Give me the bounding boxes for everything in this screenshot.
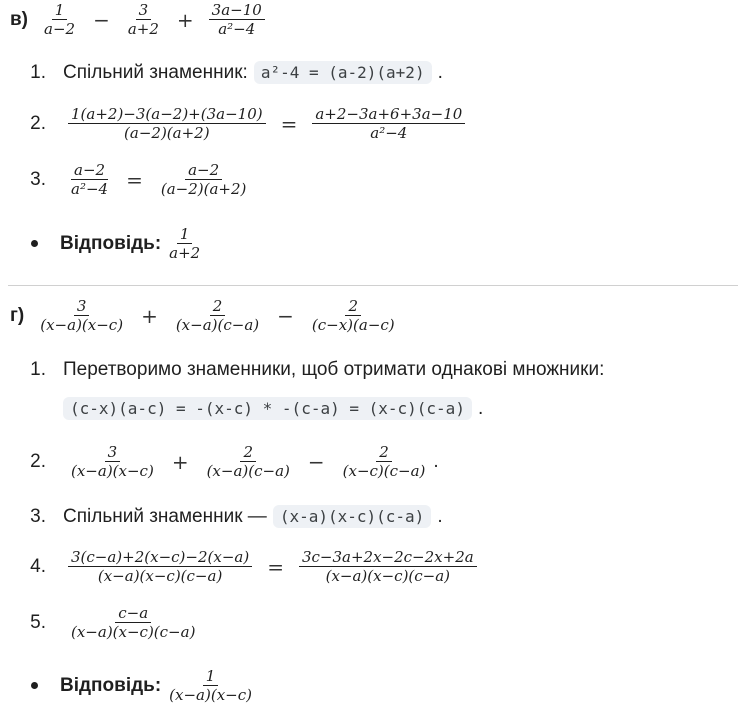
fraction: $\frac{a-2}{\text{a²−4}}$ [71, 161, 109, 198]
operator: − [277, 303, 294, 328]
problem-v-step-3 [24, 162, 254, 197]
fraction: $\frac{1(a+2)-3(a-2)+(3a-10)}{(a-2)(a+2)}$ [66, 106, 268, 141]
bullet-icon [30, 681, 40, 691]
answer-label: Відповідь: [60, 674, 162, 696]
fraction: $\frac{c-a}{(x-a)(x-c)(c-a)}$ [71, 604, 196, 641]
fraction: $\frac{3c-3a+2x-2c-2x+2a}{(x-a)(x-c)(c-a)}$ [297, 549, 479, 584]
step-text: Спільний знаменник: [63, 61, 248, 83]
problem-g-answer [30, 668, 260, 703]
bullet-icon [30, 239, 40, 249]
operator: + [176, 7, 194, 32]
fraction: $\frac{1}{a-2}$ [44, 1, 76, 38]
inline-code: (c-x)(a-c) = -(x-c) * -(c-a) = (x-c)(c-a) [63, 397, 472, 420]
equals-sign: = [267, 554, 284, 579]
fraction: $\frac{3}{a+2}$ [127, 1, 159, 38]
fraction: $\frac{2}{(c-x)(a-c)}$ [311, 297, 395, 334]
section-divider [8, 285, 738, 286]
step-number: 3. [30, 505, 46, 527]
fraction: $\frac{3a-10}{\text{a²−4}}$ [207, 2, 267, 37]
operator: + [171, 449, 189, 474]
problem-g-step-1 [24, 359, 604, 381]
fraction: $\frac{3}{(x-a)(x-c)}$ [71, 443, 154, 480]
problem-g-step-5 [24, 605, 203, 640]
problem-g-step-2: 2. $\frac{3}{(x-a)(x-c)}$ + $\frac{2}{(x-a)(c-a)}$ − $\frac{2}{(x-c)(c-a)}$ . [24, 444, 439, 479]
fraction: $\frac{2}{(x-a)(c-a)}$ [206, 443, 290, 480]
step-text: Перетворимо знаменники, щоб отримати однакові множники: [63, 359, 605, 380]
step-number: 3. [30, 168, 46, 190]
problem-g-step-4 [24, 549, 482, 584]
problem-v-answer [30, 226, 208, 261]
problem-g-header [10, 298, 403, 333]
inline-code: a²-4 = (a-2)(a+2) [254, 61, 432, 84]
step-number: 2. [30, 450, 46, 472]
fraction: $\frac{2}{(x-a)(c-a)}$ [175, 297, 260, 334]
answer-label: Відповідь: [60, 232, 162, 254]
problem-g-label: г) [10, 304, 25, 326]
equals-sign: = [126, 167, 143, 192]
step-text: Спільний знаменник — [63, 505, 267, 527]
step-number: 4. [30, 555, 46, 577]
step-number: 1. [30, 359, 46, 380]
problem-v-label: в) [10, 8, 29, 30]
answer-fraction: $\frac{1}{a+2}$ [169, 225, 201, 262]
step-number: 2. [30, 112, 46, 134]
inline-code: (x-a)(x-c)(c-a) [273, 505, 432, 528]
problem-g-step-1-code-line: (c-x)(a-c) = -(x-c) * -(c-a) = (x-c)(c-a) . [57, 397, 483, 420]
operator: + [141, 303, 158, 328]
answer-fraction: $\frac{1}{(x-a)(x-c)}$ [169, 667, 252, 704]
fraction: $\frac{a-2}{(a-2)(a+2)}$ [160, 161, 247, 198]
problem-v-step-1: 1. Спільний знаменник: a²-4 = (a-2)(a+2) . [24, 61, 443, 84]
problem-v-step-2 [24, 106, 470, 141]
problem-g-step-3: 3. Спільний знаменник — (x-a)(x-c)(c-a) . [24, 505, 443, 528]
step-number: 1. [30, 61, 46, 83]
operator: − [307, 449, 325, 474]
fraction: $\frac{2}{(x-c)(c-a)}$ [342, 443, 426, 480]
fraction: $\frac{3(c-a)+2(x-c)-2(x-a)}{(x-a)(x-c)(c-a)}$ [66, 549, 254, 584]
fraction: $\frac{3}{(x-a)(x-c)}$ [40, 297, 124, 334]
step-number: 5. [30, 611, 46, 633]
problem-v-header [10, 2, 270, 37]
operator: − [93, 7, 110, 32]
equals-sign: = [280, 111, 298, 136]
fraction: $\frac{a+2-3a+6+3a-10}{\text{a²−4}}$ [310, 106, 467, 141]
